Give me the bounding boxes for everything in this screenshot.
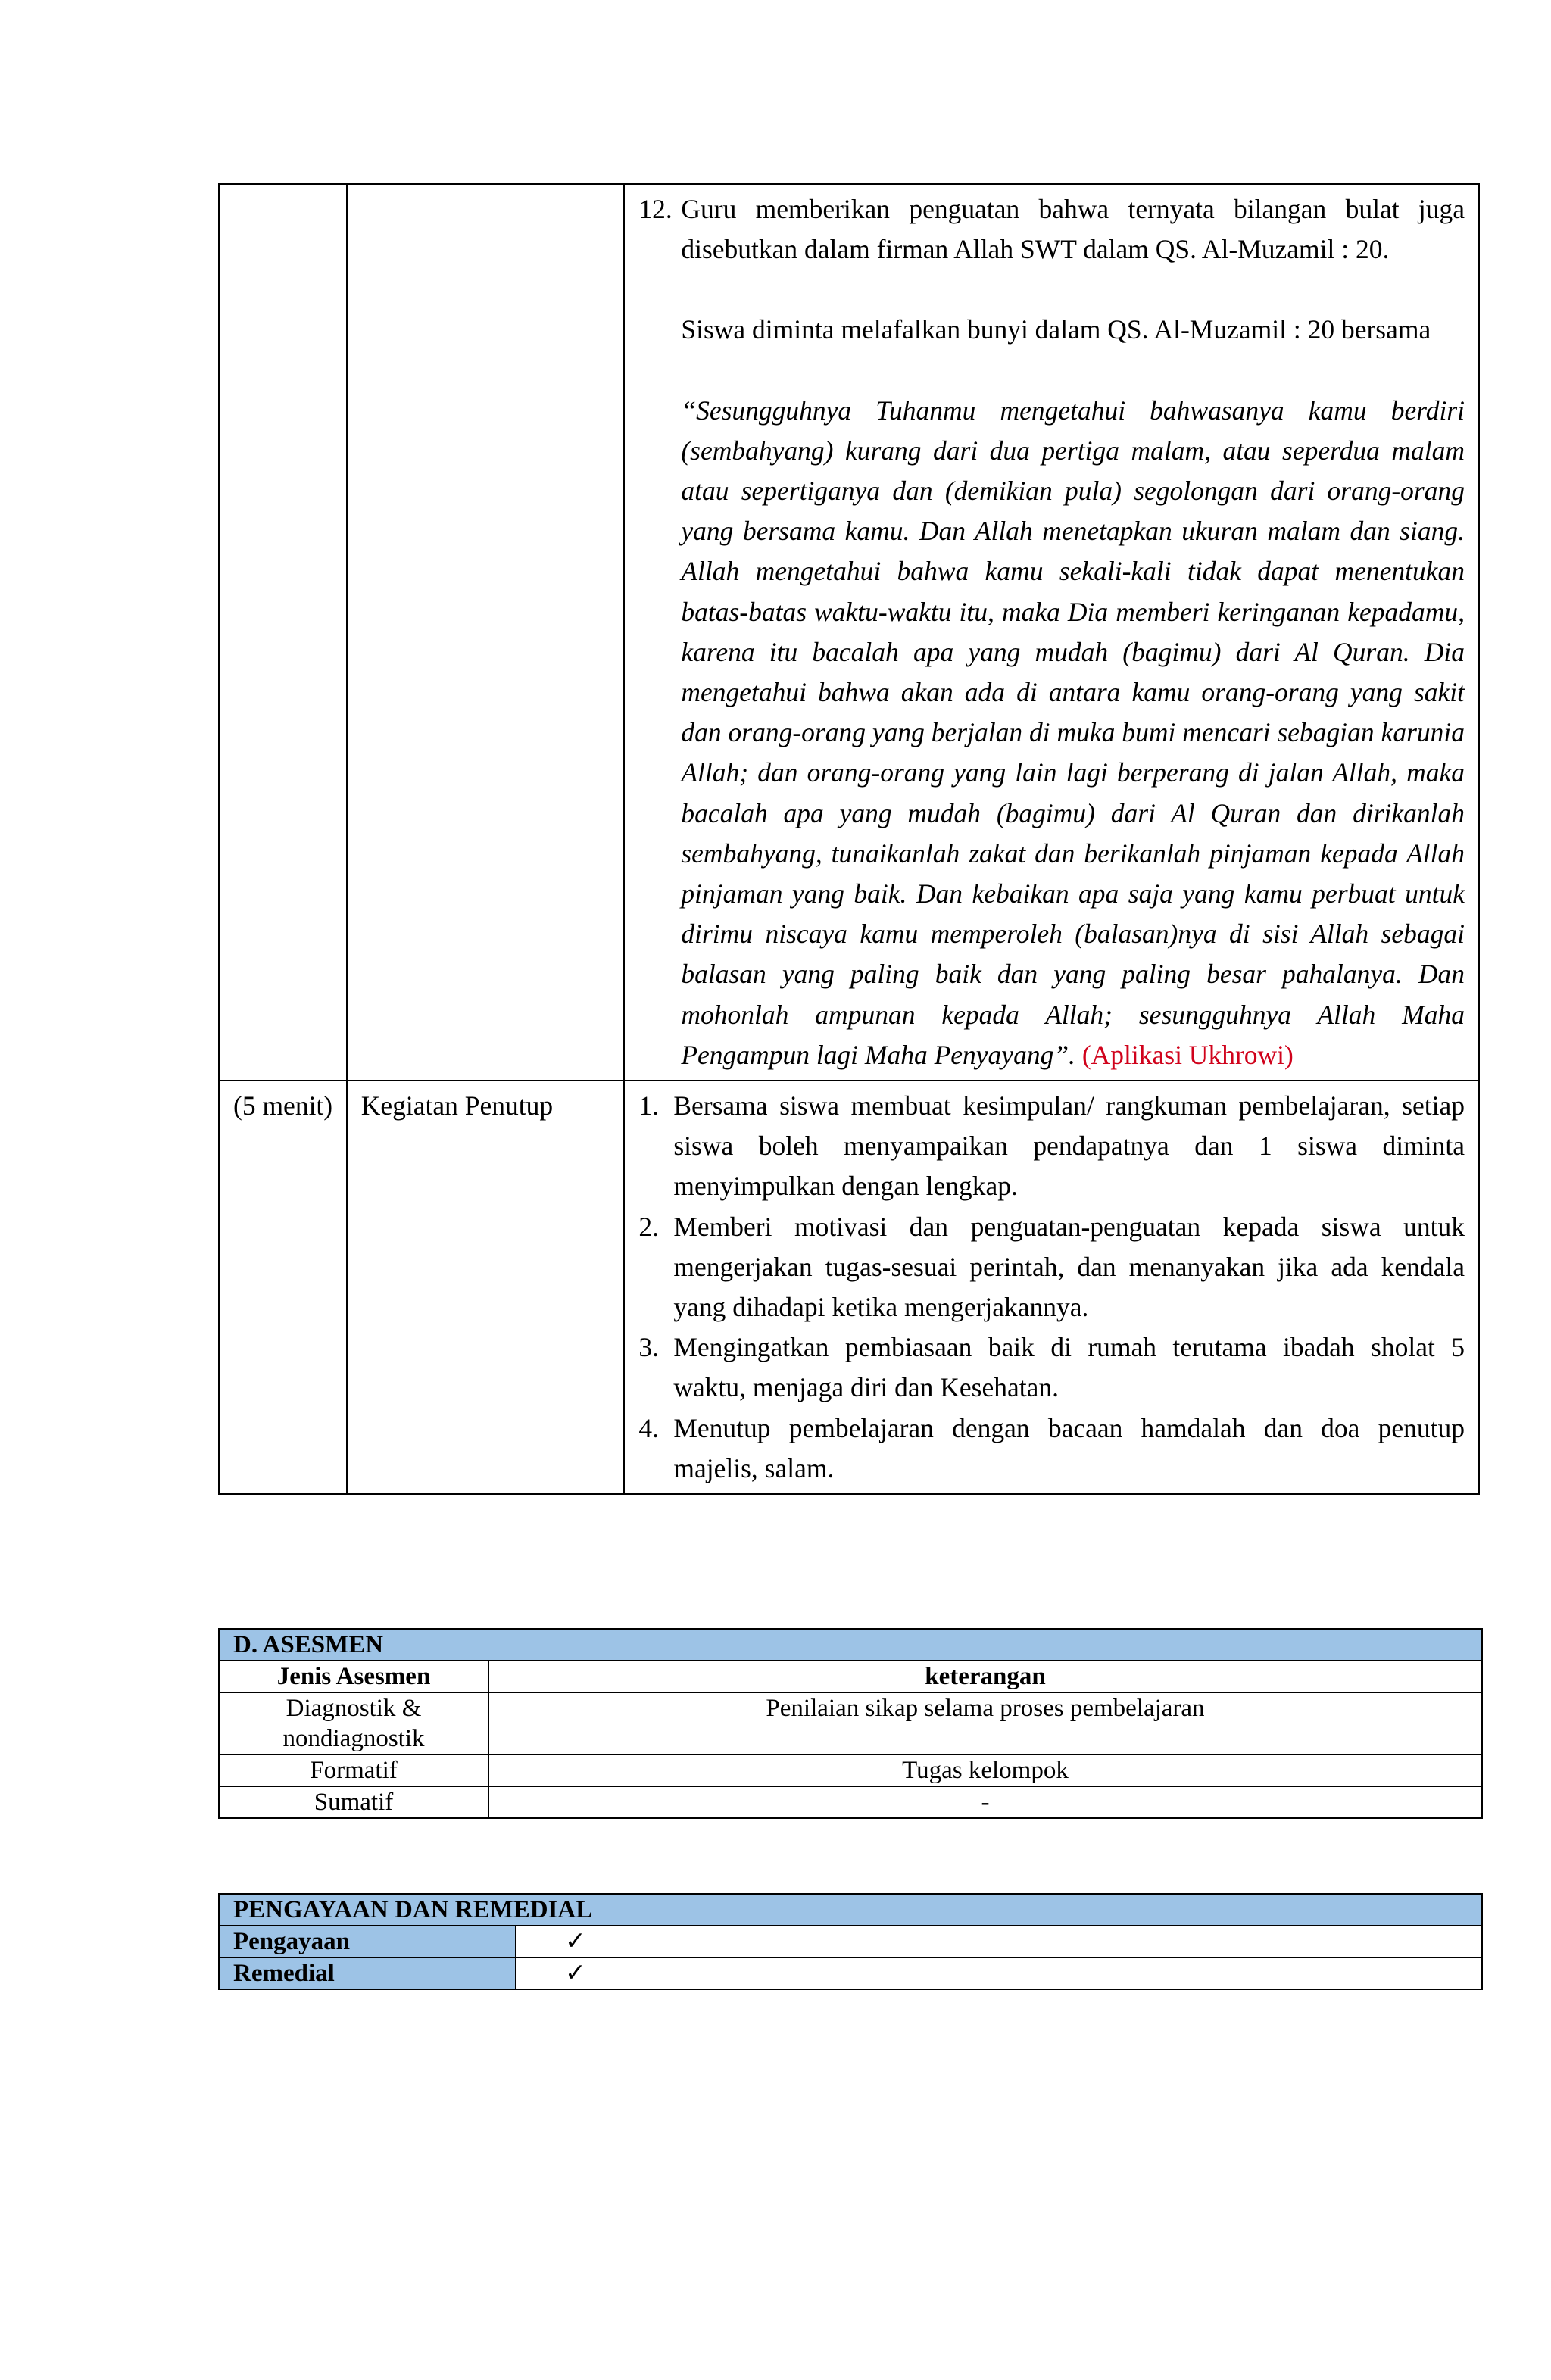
table-row [219,1926,1482,1957]
quote-block [638,391,1465,1075]
table-row [219,1661,1482,1692]
asesmen-table [218,1628,1483,1819]
table-cell: Sumatif [219,1786,488,1818]
table-cell: Formatif [219,1755,488,1786]
table-cell: Diagnostik & nondiagnostik [219,1692,488,1755]
activity-cell [347,184,625,1081]
item-number: 2. [638,1211,659,1242]
item-text: Guru memberikan penguatan bahwa ternyata bilangan bulat juga disebutkan dalam firman Allah SWT dalam QS. Al-Muzamil : 20. [681,194,1465,265]
row-label: Remedial [219,1957,516,1989]
table-row [219,1081,1479,1494]
item-number: 3. [638,1332,659,1363]
row-label: Pengayaan [219,1926,516,1957]
check-icon: ✓ [516,1926,1482,1957]
item-number: 1. [638,1090,659,1121]
section-title: PENGAYAAN DAN REMEDIAL [219,1894,1482,1926]
column-header: Jenis Asesmen [219,1661,488,1692]
list-item [638,1408,1465,1489]
table-row [219,1957,1482,1989]
instruction-paragraph: Siswa diminta melafalkan bunyi dalam QS. Al-Muzamil : 20 bersama [681,314,1431,345]
list-item [638,1086,1465,1207]
item-text: Mengingatkan pembiasaan baik di rumah terutama ibadah sholat 5 waktu, menjaga diri dan Kesehatan. [673,1332,1465,1403]
table-cell: Penilaian sikap selama proses pembelajaran [488,1692,1482,1755]
item-number: 12. [638,194,673,224]
list-item [638,1207,1465,1328]
table-cell: - [488,1786,1482,1818]
item-text: Menutup pembelajaran dengan bacaan hamdalah dan doa penutup majelis, salam. [673,1412,1465,1483]
table-row [219,1786,1482,1818]
table-cell: Tugas kelompok [488,1755,1482,1786]
table-row [219,1755,1482,1786]
table-row [219,184,1479,1081]
description-cell [624,184,1479,1081]
item-number: 4. [638,1412,659,1443]
table-row [219,1894,1482,1926]
item-text: Memberi motivasi dan penguatan-penguatan kepada siswa untuk mengerjakan tugas-sesuai perintah, dan menanyakan jika ada kendala yang dihadapi ketika mengerjakannya. [673,1211,1465,1323]
table-row [219,1692,1482,1755]
table-row [219,1629,1482,1661]
time-cell [219,184,347,1081]
column-header: keterangan [488,1661,1482,1692]
item-text: Bersama siswa membuat kesimpulan/ rangkuman pembelajaran, setiap siswa boleh menyampaikan pendapatnya dan 1 siswa diminta menyimpulkan dengan lengkap. [673,1090,1465,1202]
activity-cell: Kegiatan Penutup [347,1081,625,1494]
pengayaan-table [218,1893,1483,1990]
description-cell [624,1081,1479,1494]
check-icon: ✓ [516,1957,1482,1989]
activity-table [218,183,1480,1495]
time-cell: (5 menit) [219,1081,347,1494]
list-item [638,1327,1465,1408]
quran-quote: “Sesungguhnya Tuhanmu mengetahui bahwasanya kamu berdiri (sembahyang) kurang dari dua pertiga malam, atau seperdua malam atau sepertiganya dan (demikian pula) segolongan dari orang-orang yang bersama kamu. Dan Allah menetapkan ukuran malam dan siang. Allah mengetahui bahwa kamu sekali-kali tidak dapat menentukan batas-batas waktu-waktu itu, maka Dia memberi keringanan kepadamu, karena itu bacalah apa yang mudah (bagimu) dari Al Quran. Dia mengetahui bahwa akan ada di antara kamu orang-orang yang sakit dan orang-orang yang berjalan di muka bumi mencari sebagian karunia Allah; dan orang-orang yang lain lagi berperang di jalan Allah, maka bacalah apa yang mudah (bagimu) dari Al Quran dan dirikanlah sembahyang, tunaikanlah zakat dan berikanlah pinjaman kepada Allah pinjaman yang baik. Dan kebaikan apa saja yang kamu perbuat untuk dirimu niscaya kamu memperoleh (balasan)nya di sisi Allah sebagai balasan yang paling baik dan yang paling besar pahalanya. Dan mohonlah ampunan kepada Allah; sesungguhnya Allah Maha Pengampun lagi Maha Penyayang”. [681,395,1465,1070]
red-note: (Aplikasi Ukhrowi) [1081,1039,1294,1070]
list-item [638,189,1465,270]
section-title: D. ASESMEN [219,1629,1482,1661]
